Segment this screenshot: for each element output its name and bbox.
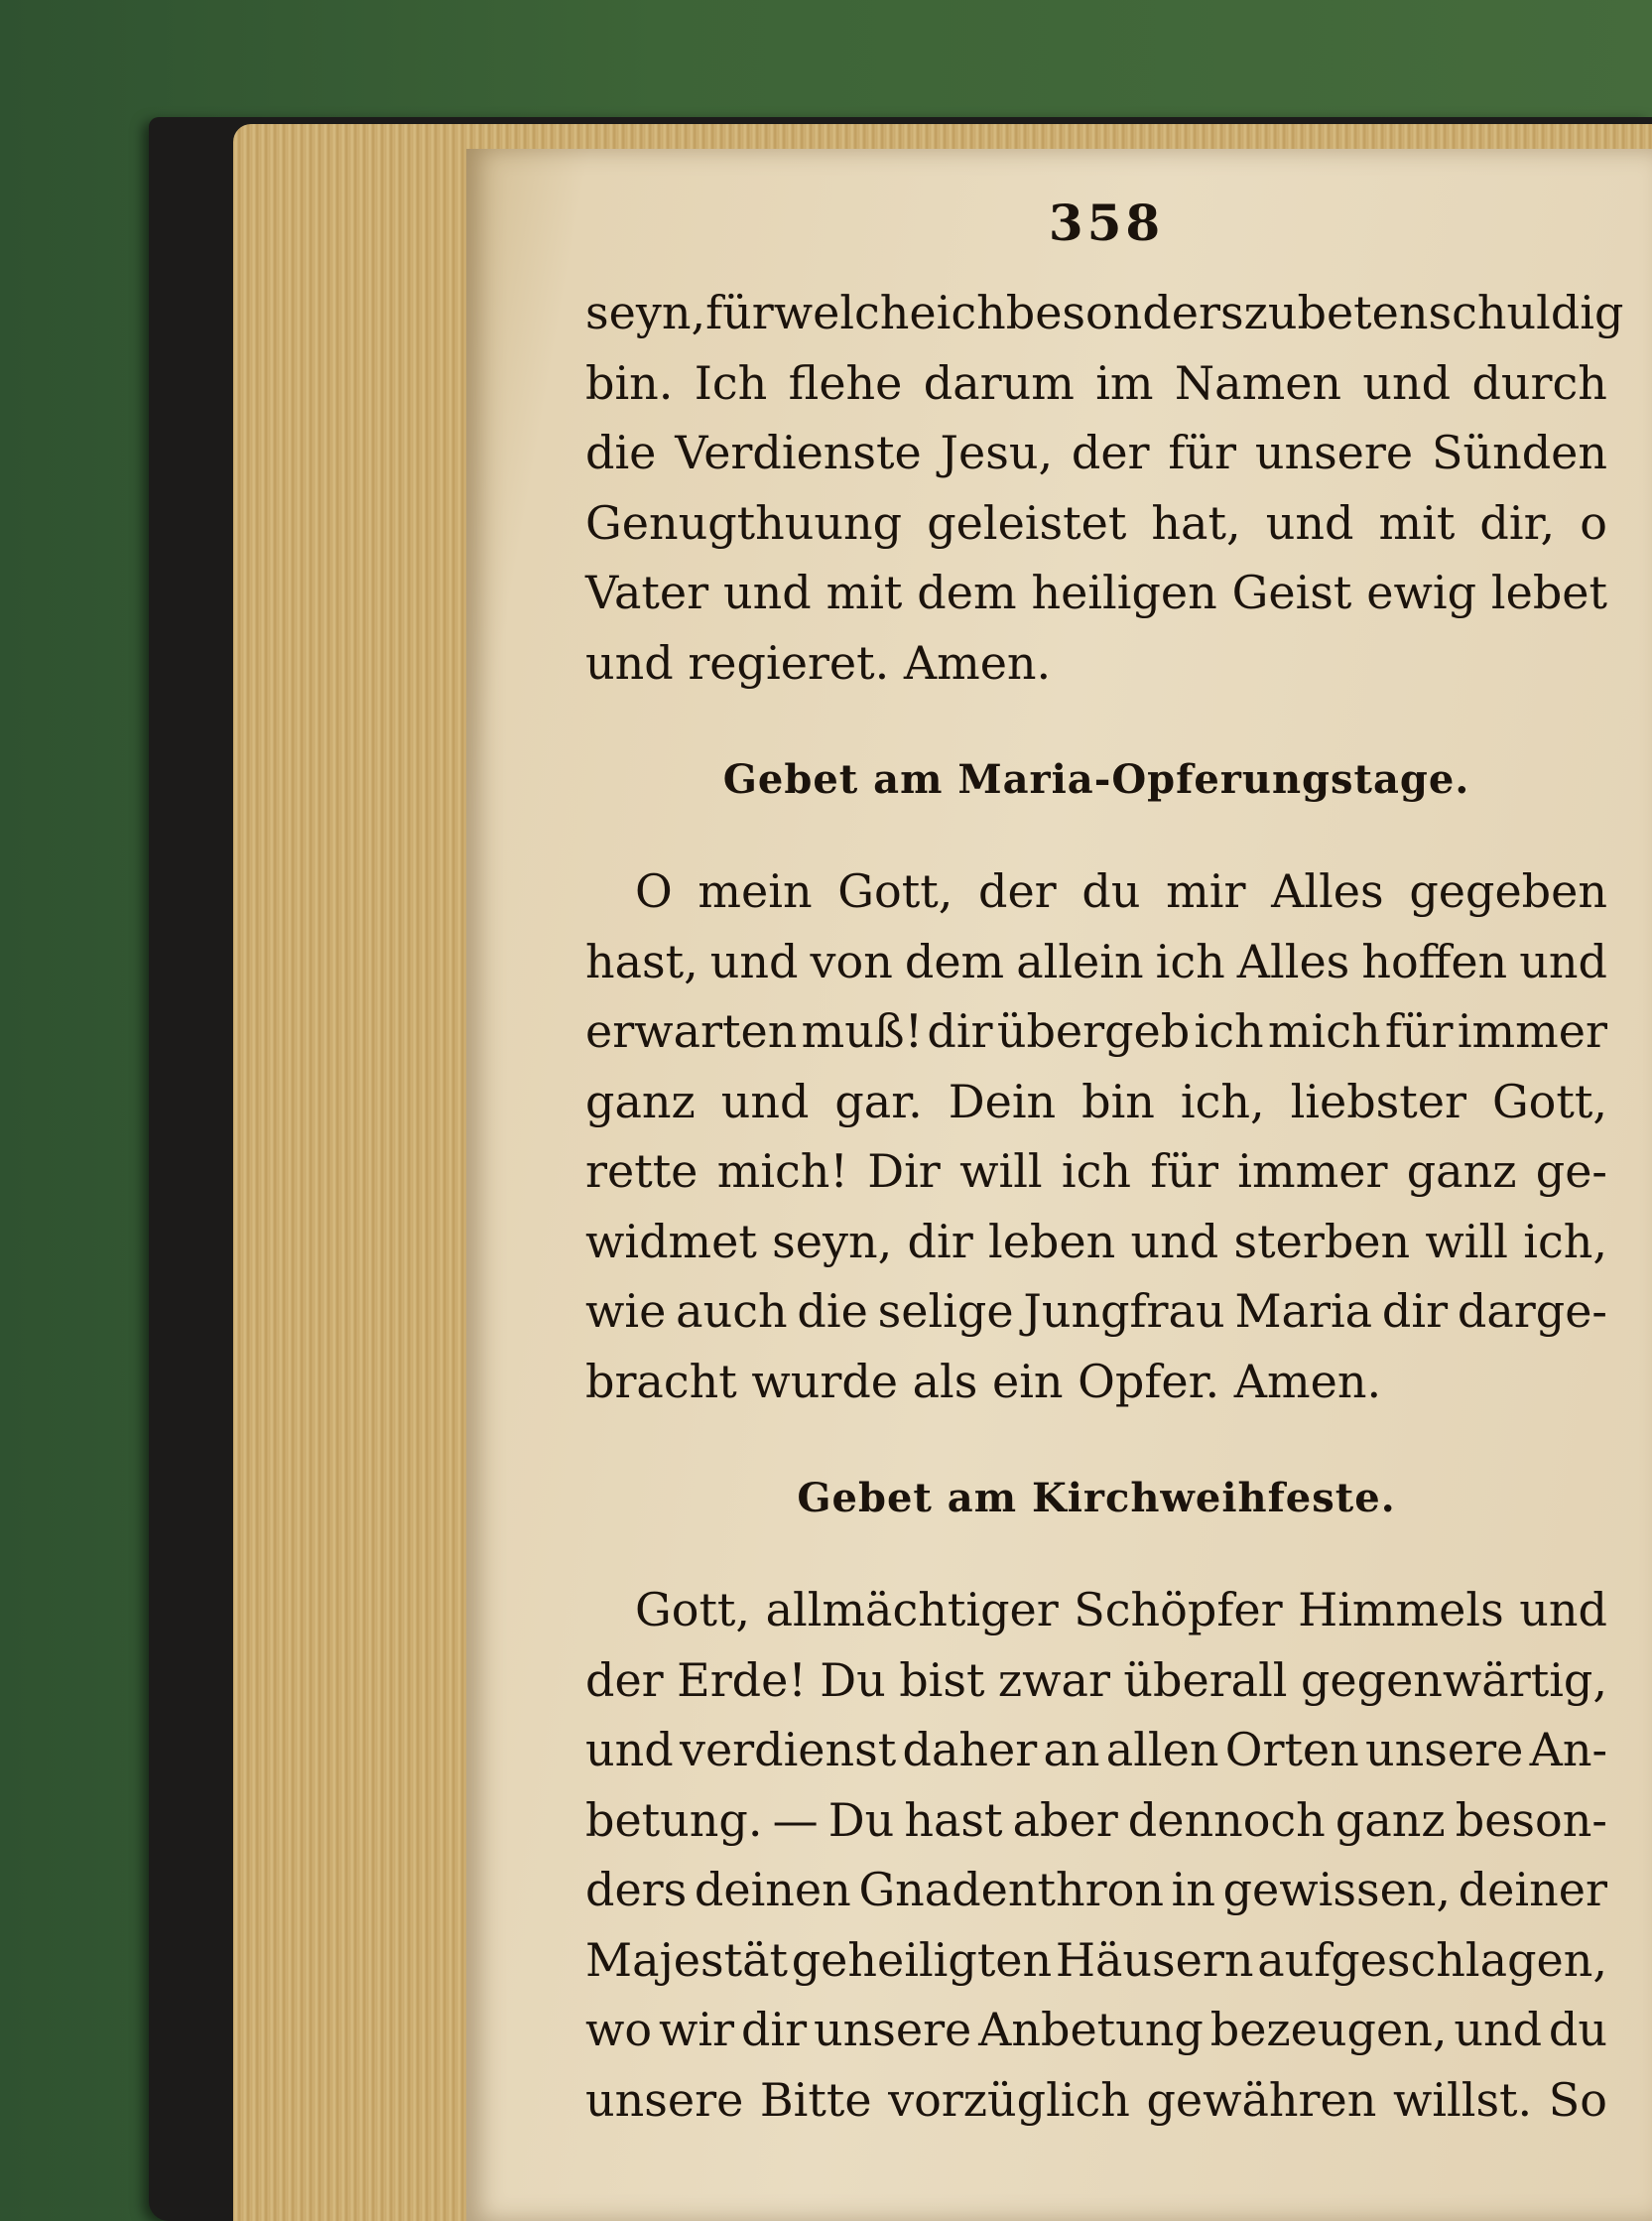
word: und [720, 1074, 810, 1128]
page-number: 358 [1048, 194, 1165, 252]
word: ich [936, 286, 1006, 339]
word: unsere [1254, 426, 1414, 479]
word: Dir [867, 1144, 941, 1198]
word: beten [1297, 286, 1429, 339]
word: Majestät [585, 1932, 789, 1987]
word: Gott, [837, 864, 953, 918]
word: deiner [1458, 1863, 1607, 1916]
word: im [1095, 355, 1154, 410]
word: überall [1123, 1652, 1288, 1707]
word: welche [773, 286, 937, 339]
text-line [585, 1136, 1607, 1207]
word: Bitte [759, 2072, 872, 2127]
word: geleistet [927, 495, 1127, 550]
word: immer [1237, 1144, 1388, 1198]
word: muß! [801, 1004, 924, 1058]
word: und [1362, 355, 1452, 410]
word: dir, [1479, 495, 1556, 550]
section-heading: Gebet am Maria-Opferungstage. [722, 756, 1470, 803]
word: bin [1081, 1074, 1155, 1128]
word: gar. [834, 1074, 923, 1128]
word: allein [1016, 934, 1144, 988]
word: für [1168, 426, 1237, 479]
word: Sünden [1431, 426, 1607, 479]
word: dennoch [1127, 1792, 1326, 1847]
word: Dein [948, 1074, 1057, 1128]
word: Geist [1231, 566, 1352, 619]
word: leben [987, 1214, 1116, 1268]
word: Genugthuung [585, 495, 903, 550]
word: aber [1012, 1792, 1118, 1847]
word: hoffen [1361, 934, 1508, 988]
word: Du [820, 1652, 886, 1707]
text-line: und regieret. Amen. [585, 635, 1052, 690]
text-line [585, 488, 1607, 559]
word: schuldig [1428, 286, 1624, 339]
word: o [1580, 495, 1607, 550]
text-line [585, 1067, 1607, 1137]
word: vorzüglich [888, 2072, 1130, 2127]
word: immer [1457, 1004, 1607, 1058]
text-line [585, 2065, 1607, 2136]
word: Ich [694, 355, 768, 410]
text-line [585, 1995, 1607, 2065]
word: und [723, 566, 812, 619]
word: besonders [1005, 286, 1244, 339]
word: und [1130, 1214, 1219, 1268]
text-line [585, 1785, 1607, 1856]
word: widmet [585, 1214, 757, 1268]
word: gewissen, [1222, 1863, 1452, 1916]
word: lebet [1490, 566, 1607, 619]
text-line [585, 1925, 1607, 1996]
word: Namen [1174, 355, 1342, 410]
word: gegenwärtig, [1300, 1652, 1607, 1707]
word: ganz [585, 1074, 696, 1128]
text-line [585, 996, 1607, 1067]
word: dir [907, 1214, 973, 1268]
word: Gott, [635, 1583, 751, 1636]
word: ich [1194, 1004, 1264, 1058]
paragraph-1 [585, 278, 1624, 698]
word: Schöpfer [1074, 1583, 1283, 1636]
word: dir [1381, 1284, 1449, 1338]
word: wir [658, 2003, 735, 2056]
word: Verdienste [675, 426, 922, 479]
word: geheiligten [791, 1932, 1053, 1987]
word: und [709, 934, 799, 988]
text-line [585, 856, 1607, 927]
word: mich! [716, 1144, 848, 1198]
word: der [585, 1652, 664, 1707]
word: in [1171, 1863, 1215, 1916]
word: mich [1267, 1004, 1381, 1058]
word: ewig [1366, 566, 1477, 619]
paragraph-3 [585, 1575, 1607, 2135]
word: mit [826, 566, 903, 619]
word: dem [917, 566, 1017, 619]
text-line [585, 558, 1607, 628]
word: ge- [1535, 1144, 1607, 1198]
word: darum [923, 355, 1075, 410]
word: Anbetung [978, 2003, 1204, 2056]
text-line [585, 1715, 1607, 1785]
paragraph-2 [585, 856, 1607, 1416]
word: heiligen [1031, 566, 1217, 619]
word: Alles [1271, 864, 1384, 918]
word: für [1150, 1144, 1218, 1198]
word: ich, [1523, 1214, 1607, 1268]
word: Maria [1234, 1284, 1373, 1338]
word: von [810, 934, 893, 988]
word: Jesu, [940, 426, 1054, 479]
word: Gott, [1491, 1074, 1607, 1128]
word: du [1548, 2003, 1607, 2056]
word: ders [585, 1863, 688, 1916]
word: Jungfrau [1023, 1284, 1225, 1338]
word: willst. [1392, 2072, 1533, 2127]
word: Orten [1224, 1723, 1359, 1776]
word: ich [1155, 934, 1225, 988]
word: und [1519, 934, 1607, 988]
word: und [1265, 495, 1354, 550]
word: seyn, [585, 286, 706, 339]
word: du [1081, 864, 1141, 918]
word: zwar [997, 1652, 1110, 1707]
text-line: bracht wurde als ein Opfer. Amen. [585, 1354, 1382, 1408]
word: und [585, 1723, 674, 1776]
word: durch [1471, 355, 1607, 410]
page-text [585, 194, 1624, 2135]
text-line [585, 418, 1607, 488]
word: daher [902, 1723, 1038, 1776]
word: darge- [1457, 1284, 1607, 1338]
word: dir [740, 2003, 808, 2056]
word: gegeben [1409, 864, 1607, 918]
word: sterben [1233, 1214, 1411, 1268]
word: Vater [585, 566, 709, 619]
word: allmächtiger [765, 1583, 1059, 1636]
word: rette [585, 1144, 699, 1198]
text-line [585, 1855, 1607, 1925]
word: Häusern [1055, 1932, 1254, 1987]
word: selige [877, 1284, 1014, 1338]
word: hast, [585, 934, 699, 988]
word: unsere [1365, 1723, 1524, 1776]
text-line [585, 1645, 1607, 1716]
word: für [705, 286, 774, 339]
word: dem [904, 934, 1005, 988]
word: hat, [1151, 495, 1241, 550]
word: unsere [813, 2003, 972, 2056]
word: will [959, 1144, 1043, 1198]
word: bezeugen, [1209, 2003, 1448, 2056]
word: auch [676, 1284, 788, 1338]
word: der [1071, 426, 1150, 479]
word: verdienst [679, 1723, 897, 1776]
word: mit [1378, 495, 1456, 550]
word: — [772, 1792, 819, 1847]
word: gewähren [1146, 2072, 1377, 2127]
text-line [585, 278, 1624, 348]
word: O [635, 864, 673, 918]
word: beson- [1455, 1792, 1607, 1847]
text-line [585, 1276, 1607, 1347]
word: unsere [585, 2072, 744, 2127]
word: für [1384, 1004, 1454, 1058]
word: seyn, [772, 1214, 893, 1268]
word: wie [585, 1284, 667, 1338]
word: deinen [694, 1863, 851, 1916]
word: aufgeschlagen, [1257, 1932, 1607, 1987]
word: Alles [1236, 934, 1350, 988]
word: ganz [1406, 1144, 1517, 1198]
word: will [1425, 1214, 1508, 1268]
word: bist [899, 1652, 985, 1707]
word: allen [1105, 1723, 1219, 1776]
word: So [1548, 2072, 1607, 2127]
word: ganz [1334, 1792, 1446, 1847]
word: und [1454, 2003, 1543, 2056]
word: Erde! [677, 1652, 807, 1707]
word: an [1043, 1723, 1100, 1776]
word: die [585, 426, 657, 479]
word: die [797, 1284, 868, 1338]
word: ich [1061, 1144, 1132, 1198]
text-line [585, 1575, 1607, 1645]
text-line [585, 348, 1607, 419]
word: liebster [1290, 1074, 1466, 1128]
word: mein [698, 864, 813, 918]
word: mir [1166, 864, 1246, 918]
word: Du [827, 1792, 895, 1847]
word: bin. [585, 355, 674, 410]
section-heading: Gebet am Kirchweihfeste. [797, 1475, 1396, 1521]
word: und [1519, 1583, 1607, 1636]
word: erwarten [585, 1004, 798, 1058]
word: Gnadenthron [858, 1863, 1164, 1916]
word: übergeb [996, 1004, 1191, 1058]
word: flehe [788, 355, 903, 410]
word: hast [904, 1792, 1003, 1847]
word: dir [927, 1004, 993, 1058]
text-line [585, 1207, 1607, 1277]
word: An- [1529, 1723, 1607, 1776]
word: wo [585, 2003, 653, 2056]
word: der [978, 864, 1057, 918]
word: betung. [585, 1792, 763, 1847]
word: zu [1243, 286, 1298, 339]
word: ich, [1180, 1074, 1265, 1128]
word: Himmels [1298, 1583, 1504, 1636]
text-line [585, 927, 1607, 997]
